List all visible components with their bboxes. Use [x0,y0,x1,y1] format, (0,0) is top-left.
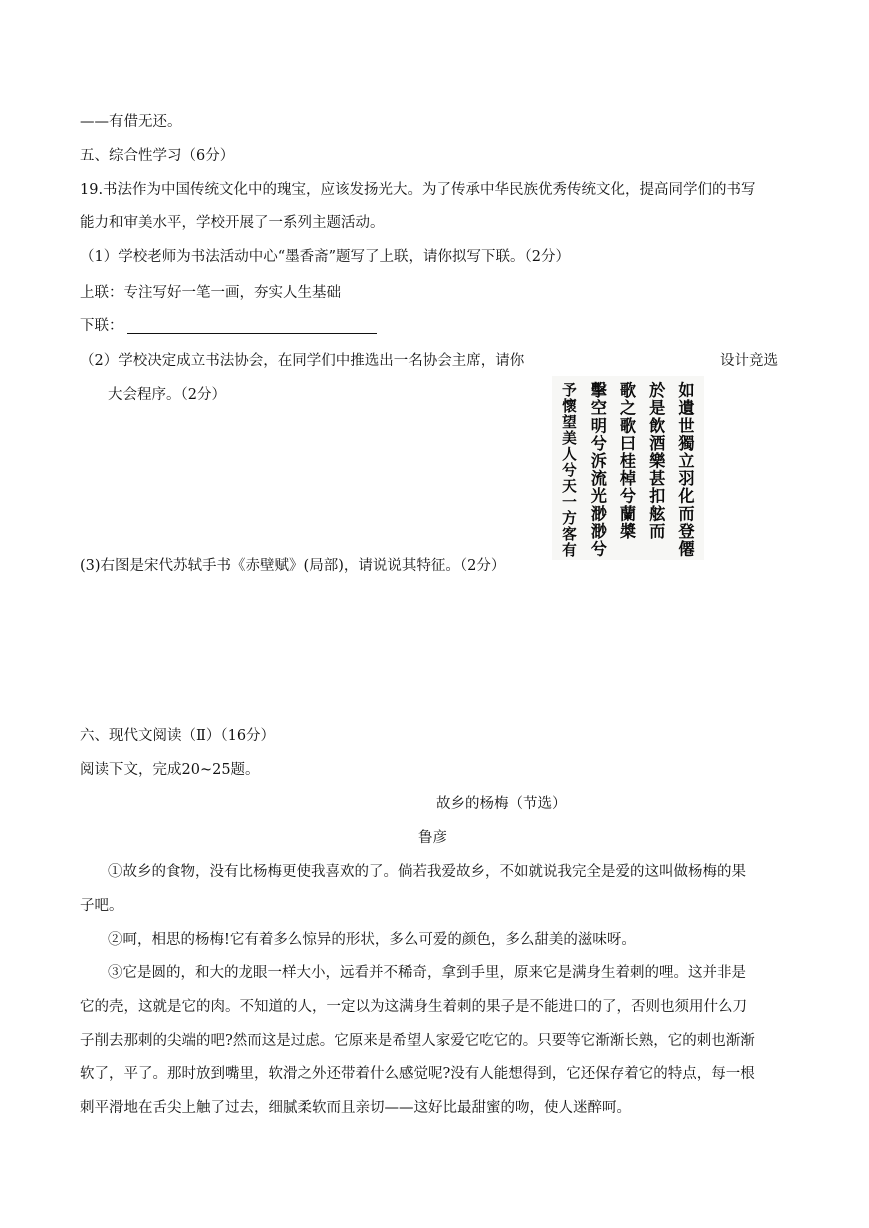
calligraphy-character: 槳 [619,521,637,541]
calligraphy-character: 世 [678,416,695,436]
calligraphy-character: 光 [590,486,607,506]
lower-couplet-answer-blank[interactable] [127,333,377,334]
question-19-line-2: 能力和审美水平，学校开展了一系列主题活动。 [80,215,385,231]
paragraph-3-line-4: 软了，平了。那时放到嘴里，软滑之外还带着什么感觉呢?没有人能想得到，它还保存着它的特点，每一根 [80,1066,755,1082]
calligraphy-character: 而 [678,504,695,524]
calligraphy-character: 擊 [590,381,607,401]
calligraphy-character: 甚 [649,469,666,489]
calligraphy-character: 樂 [649,451,666,471]
reading-instruction: 阅读下文，完成20~25题。 [80,762,260,778]
calligraphy-character: 歌 [619,381,637,401]
su-shi-calligraphy-image [552,376,704,560]
paragraph-1-line-2: 子吧。 [80,898,124,914]
calligraphy-character: 扣 [649,486,666,506]
section-five-heading: 五、综合性学习（6分） [80,148,235,164]
calligraphy-character: 懷 [562,397,577,415]
calligraphy-column [649,381,666,541]
question-19-part-3: (3)右图是宋代苏轼手书《赤壁赋》(局部)，请说说其特征。（2分） [80,558,506,574]
calligraphy-character: 是 [649,398,666,418]
question-19-part-2-line-1: （2）学校决定成立书法协会，在同学们中推选出一名协会主席，请你 [80,353,525,369]
paragraph-3-line-1: ③它是圆的，和大的龙眼一样大小，远看并不稀奇，拿到手里，原来它是满身生着刺的哩。这并非是 [108,965,746,981]
calligraphy-character: 僊 [678,539,695,559]
calligraphy-character: 予 [562,381,577,399]
calligraphy-character: 歌 [619,416,637,436]
calligraphy-character: 化 [678,486,695,506]
calligraphy-character: 羽 [678,469,695,489]
calligraphy-character: 兮 [590,539,607,559]
paragraph-3-line-5: 刺平滑地在舌尖上触了过去，细腻柔软而且亲切——这好比最甜蜜的吻，使人迷醉呵。 [80,1100,631,1116]
calligraphy-character: 兮 [562,461,577,479]
upper-couplet: 上联：专注写好一笔一画，夯实人生基础 [80,285,341,301]
question-19-part-2-line-2: 大会程序。（2分） [108,387,226,403]
calligraphy-character: 酒 [649,433,666,453]
article-title: 故乡的杨梅（节选） [436,796,567,812]
paragraph-1-line-1: ①故乡的食物，没有比杨梅更使我喜欢的了。倘若我爱故乡，不如就说我完全是爱的这叫做杨梅的果 [108,864,746,880]
calligraphy-character: 獨 [678,433,695,453]
calligraphy-character: 天 [562,477,577,495]
section-six-heading: 六、现代文阅读（Ⅱ）（16分） [80,728,276,744]
calligraphy-character: 曰 [619,433,637,453]
question-19-line-1: 19.书法作为中国传统文化中的瑰宝，应该发扬光大。为了传承中华民族优秀传统文化，提高同学们的书写 [80,182,756,198]
article-author: 鲁彦 [418,830,447,846]
calligraphy-column [591,381,608,558]
calligraphy-character: 蘭 [619,504,637,524]
calligraphy-column [561,382,577,559]
calligraphy-character: 棹 [619,469,637,489]
calligraphy-character: 而 [649,521,666,541]
question-19-part-2-line-1-end: 设计竞选 [720,353,778,369]
paragraph-2: ②呵，相思的杨梅!它有着多么惊异的形状，多么可爱的颜色，多么甜美的滋味呀。 [108,932,636,948]
calligraphy-character: 飲 [649,416,666,436]
calligraphy-character: 兮 [590,433,607,453]
calligraphy-character: 立 [678,451,695,471]
calligraphy-character: 舷 [649,504,666,524]
calligraphy-character: 人 [562,445,577,463]
question-19-part-1: （1）学校老师为书法活动中心“墨香斋”题写了上联，请你拟写下联。（2分） [80,249,571,265]
calligraphy-character: 登 [678,521,695,541]
calligraphy-character: 兮 [619,486,637,506]
calligraphy-column [619,381,637,541]
paragraph-3-line-2: 它的壳，这就是它的肉。不知道的人，一定以为这满身生着刺的果子是不能进口的了，否则也须用什么刀 [80,999,747,1015]
calligraphy-character: 泝 [590,451,607,471]
calligraphy-character: 流 [590,469,607,489]
calligraphy-character: 如 [678,381,695,401]
calligraphy-character: 客 [562,525,577,543]
lower-couplet-label: 下联： [80,318,124,334]
prior-text-ending: ——有借无还。 [80,114,182,130]
calligraphy-character: 渺 [590,504,607,524]
calligraphy-character: 明 [590,416,607,436]
calligraphy-character: 渺 [590,521,607,541]
calligraphy-character: 望 [562,413,577,431]
calligraphy-character: 於 [649,381,666,401]
calligraphy-character: 空 [590,398,607,418]
calligraphy-column [677,381,695,558]
calligraphy-character: 遺 [678,398,695,418]
paragraph-3-line-3: 子削去那刺的尖端的吧?然而这是过虑。它原来是希望人家爱它吃它的。只要等它渐渐长熟，它的刺也渐渐 [80,1033,755,1049]
calligraphy-character: 一 [562,493,577,511]
calligraphy-character: 方 [562,509,577,527]
calligraphy-character: 美 [562,429,577,447]
calligraphy-character: 桂 [619,451,637,471]
calligraphy-character: 有 [562,541,577,559]
calligraphy-character: 之 [619,398,637,418]
